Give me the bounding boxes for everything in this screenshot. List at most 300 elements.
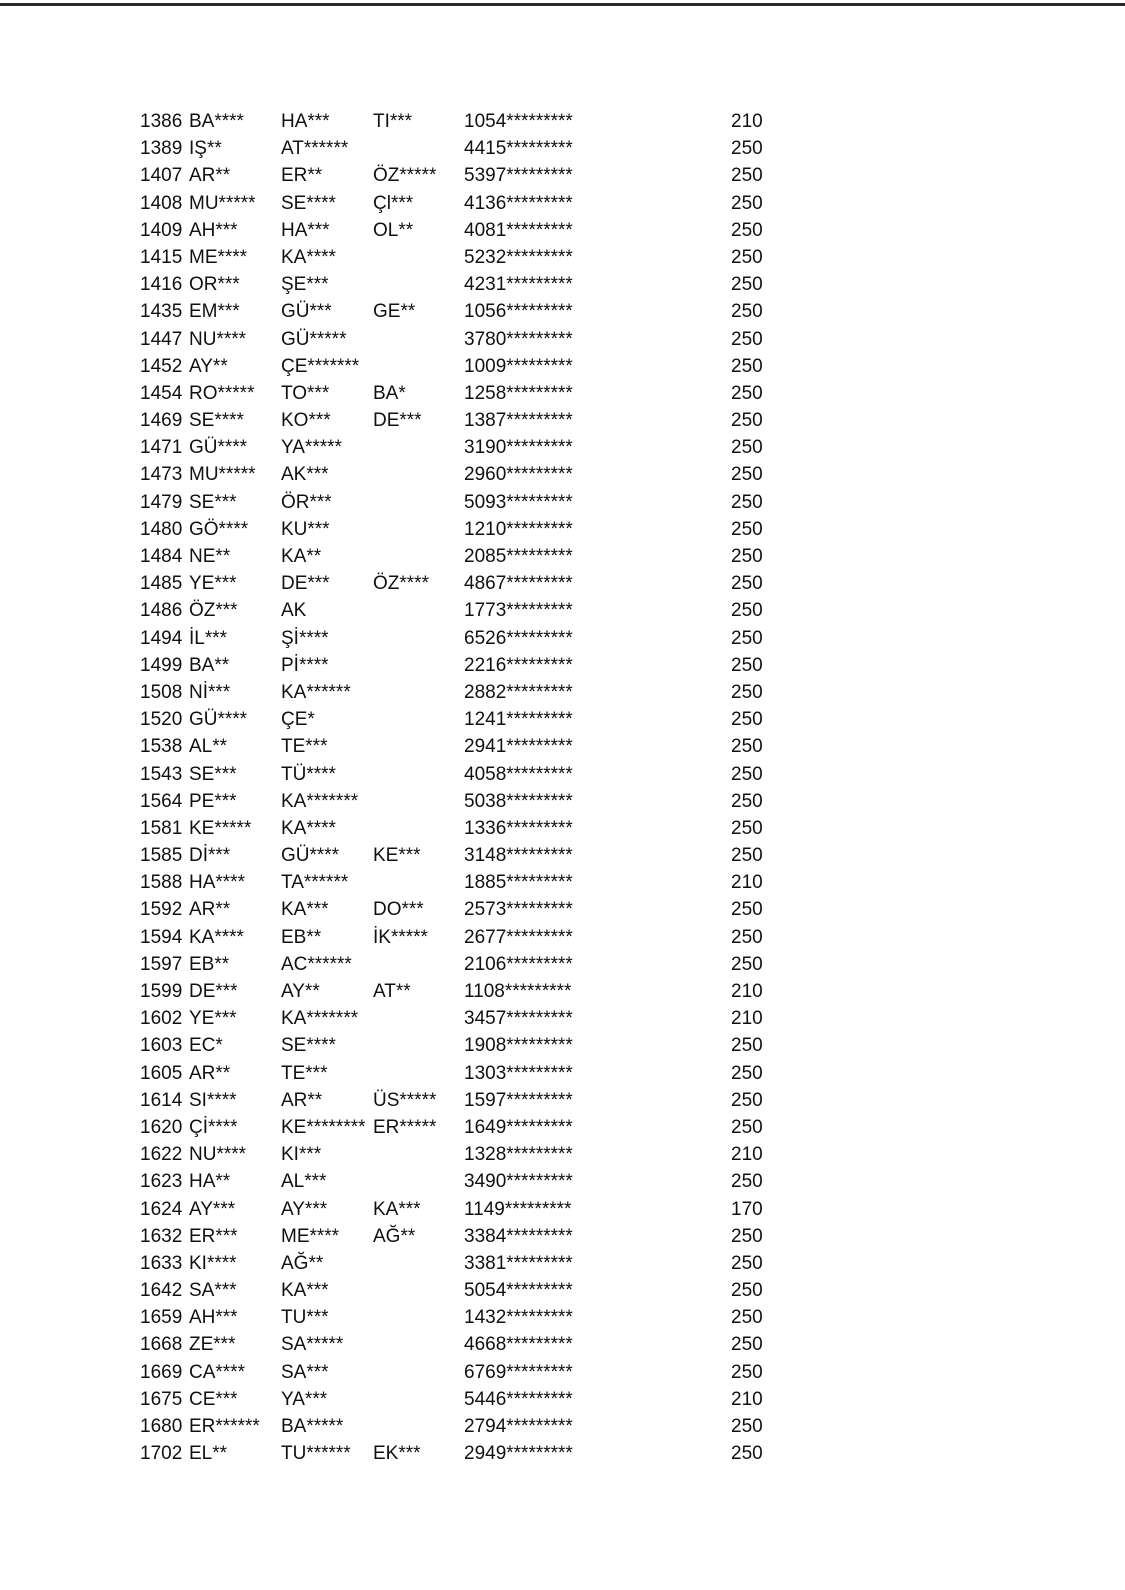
first-name-cell: CE*** (189, 1388, 238, 1410)
record-number-cell: 1416 (140, 274, 183, 296)
first-name-cell: Nİ*** (189, 681, 231, 703)
record-number-cell: 1407 (140, 165, 183, 187)
first-name-cell: EC* (189, 1035, 223, 1057)
amount-cell: 250 (731, 1443, 763, 1465)
table-row (0, 190, 1125, 217)
table-row (0, 679, 1125, 706)
table-row (0, 1250, 1125, 1277)
record-number-cell: 1469 (140, 410, 183, 432)
table-row (0, 1359, 1125, 1386)
third-name-cell: DO*** (373, 899, 424, 921)
masked-id-cell: 1336********* (464, 817, 573, 839)
amount-cell: 250 (731, 573, 763, 595)
second-name-cell: TE*** (281, 736, 328, 758)
second-name-cell: KA*** (281, 899, 329, 921)
second-name-cell: HA*** (281, 219, 330, 241)
table-row (0, 597, 1125, 624)
masked-id-cell: 6769********* (464, 1361, 573, 1383)
amount-cell: 250 (731, 355, 763, 377)
first-name-cell: SI**** (189, 1089, 237, 1111)
amount-cell: 250 (731, 1062, 763, 1084)
amount-cell: 250 (731, 1089, 763, 1111)
second-name-cell: SE**** (281, 1035, 336, 1057)
masked-id-cell: 1908********* (464, 1035, 573, 1057)
record-number-cell: 1454 (140, 382, 183, 404)
second-name-cell: AC****** (281, 953, 352, 975)
amount-cell: 250 (731, 301, 763, 323)
amount-cell: 250 (731, 790, 763, 812)
record-number-cell: 1386 (140, 111, 183, 132)
first-name-cell: OR*** (189, 274, 240, 296)
masked-id-cell: 2106********* (464, 953, 573, 975)
third-name-cell: ÖZ***** (373, 165, 437, 187)
third-name-cell: AT** (373, 981, 411, 1002)
amount-cell: 250 (731, 763, 763, 785)
table-row (0, 516, 1125, 543)
table-row (0, 1440, 1125, 1467)
table-row (0, 1087, 1125, 1114)
masked-id-cell: 2960********* (464, 464, 573, 486)
amount-cell: 250 (731, 219, 763, 241)
record-number-cell: 1486 (140, 600, 183, 622)
third-name-cell: DE*** (373, 410, 422, 432)
first-name-cell: Dİ*** (189, 845, 231, 867)
second-name-cell: AĞ** (281, 1252, 324, 1274)
first-name-cell: SE*** (189, 763, 237, 785)
record-number-cell: 1508 (140, 681, 183, 703)
first-name-cell: ZE*** (189, 1334, 236, 1356)
second-name-cell: ÇE******* (281, 355, 360, 377)
second-name-cell: AK*** (281, 464, 329, 486)
second-name-cell: AK (281, 600, 307, 622)
table-row (0, 1168, 1125, 1195)
table-row (0, 1114, 1125, 1141)
first-name-cell: SE**** (189, 410, 244, 432)
table-row (0, 407, 1125, 434)
table-row (0, 706, 1125, 733)
table-row (0, 978, 1125, 1005)
masked-id-cell: 4415********* (464, 138, 573, 160)
amount-cell: 210 (731, 1008, 763, 1030)
first-name-cell: KE***** (189, 817, 252, 839)
amount-cell: 250 (731, 165, 763, 187)
masked-id-cell: 2085********* (464, 546, 573, 567)
table-row (0, 353, 1125, 380)
table-row (0, 135, 1125, 162)
record-number-cell: 1597 (140, 953, 183, 975)
second-name-cell: SA*** (281, 1361, 329, 1383)
amount-cell: 250 (731, 1307, 763, 1329)
amount-cell: 250 (731, 899, 763, 921)
record-number-cell: 1605 (140, 1062, 183, 1084)
amount-cell: 250 (731, 192, 763, 214)
record-number-cell: 1680 (140, 1416, 183, 1437)
first-name-cell: CA**** (189, 1361, 245, 1383)
first-name-cell: AR** (189, 1062, 231, 1084)
second-name-cell: KA******* (281, 1008, 359, 1030)
masked-id-cell: 1649********* (464, 1116, 573, 1138)
third-name-cell: KA*** (373, 1198, 421, 1220)
amount-cell: 170 (731, 1198, 763, 1220)
record-number-cell: 1538 (140, 736, 183, 758)
masked-id-cell: 1108********* (464, 981, 572, 1002)
masked-id-cell: 1387********* (464, 410, 573, 432)
second-name-cell: KA*** (281, 1280, 329, 1302)
first-name-cell: ME**** (189, 246, 248, 268)
masked-id-cell: 3148********* (464, 845, 573, 867)
record-number-cell: 1594 (140, 926, 183, 948)
table-row (0, 108, 1125, 135)
first-name-cell: KI**** (189, 1252, 237, 1274)
record-number-cell: 1622 (140, 1144, 183, 1166)
second-name-cell: AY** (281, 981, 320, 1002)
record-number-cell: 1452 (140, 355, 183, 377)
first-name-cell: ER*** (189, 1225, 238, 1247)
table-row (0, 271, 1125, 298)
amount-cell: 250 (731, 600, 763, 622)
first-name-cell: ER****** (189, 1416, 260, 1437)
masked-id-cell: 1432********* (464, 1307, 573, 1329)
first-name-cell: HA**** (189, 872, 245, 894)
record-number-cell: 1588 (140, 872, 183, 894)
first-name-cell: AH*** (189, 219, 238, 241)
second-name-cell: TU****** (281, 1443, 351, 1465)
first-name-cell: DE*** (189, 981, 238, 1002)
second-name-cell: AT****** (281, 138, 349, 160)
masked-id-cell: 5054********* (464, 1280, 573, 1302)
second-name-cell: YA*** (281, 1388, 328, 1410)
third-name-cell: Çl*** (373, 192, 414, 214)
table-row (0, 761, 1125, 788)
masked-id-cell: 1210********* (464, 518, 573, 540)
amount-cell: 250 (731, 1225, 763, 1247)
record-number-cell: 1581 (140, 817, 183, 839)
first-name-cell: GÜ**** (189, 709, 248, 731)
first-name-cell: RO***** (189, 382, 255, 404)
top-border-line (0, 3, 1125, 6)
first-name-cell: İL*** (189, 627, 228, 649)
amount-cell: 250 (731, 464, 763, 486)
second-name-cell: SE**** (281, 192, 336, 214)
record-number-cell: 1409 (140, 219, 183, 241)
record-number-cell: 1659 (140, 1307, 183, 1329)
amount-cell: 250 (731, 1116, 763, 1138)
table-row (0, 788, 1125, 815)
second-name-cell: Şİ**** (281, 627, 329, 649)
first-name-cell: HA** (189, 1171, 231, 1193)
masked-id-cell: 2941********* (464, 736, 573, 758)
second-name-cell: KU*** (281, 518, 330, 540)
first-name-cell: GÜ**** (189, 437, 248, 459)
masked-id-cell: 4058********* (464, 763, 573, 785)
third-name-cell: ÖZ**** (373, 573, 429, 595)
first-name-cell: MU***** (189, 192, 256, 214)
record-number-cell: 1592 (140, 899, 183, 921)
table-row (0, 869, 1125, 896)
table-row (0, 543, 1125, 570)
results-table (0, 108, 1125, 1467)
record-number-cell: 1520 (140, 709, 183, 731)
second-name-cell: AL*** (281, 1171, 327, 1193)
first-name-cell: AH*** (189, 1307, 238, 1329)
amount-cell: 250 (731, 1361, 763, 1383)
record-number-cell: 1499 (140, 654, 183, 676)
record-number-cell: 1620 (140, 1116, 183, 1138)
record-number-cell: 1642 (140, 1280, 183, 1302)
table-row (0, 1005, 1125, 1032)
first-name-cell: NU**** (189, 328, 247, 350)
second-name-cell: GÜ***** (281, 328, 347, 350)
first-name-cell: PE*** (189, 790, 237, 812)
table-row (0, 1141, 1125, 1168)
table-row (0, 652, 1125, 679)
masked-id-cell: 5232********* (464, 246, 573, 268)
second-name-cell: GÜ**** (281, 845, 340, 867)
record-number-cell: 1632 (140, 1225, 183, 1247)
masked-id-cell: 2573********* (464, 899, 573, 921)
second-name-cell: KA****** (281, 681, 351, 703)
third-name-cell: EK*** (373, 1443, 421, 1465)
table-row (0, 1304, 1125, 1331)
second-name-cell: AR** (281, 1089, 323, 1111)
record-number-cell: 1479 (140, 491, 183, 513)
amount-cell: 250 (731, 138, 763, 160)
table-row (0, 896, 1125, 923)
third-name-cell: GE** (373, 301, 416, 323)
first-name-cell: EB** (189, 953, 230, 975)
amount-cell: 250 (731, 736, 763, 758)
first-name-cell: AR** (189, 899, 231, 921)
second-name-cell: HA*** (281, 111, 330, 132)
first-name-cell: EM*** (189, 301, 240, 323)
second-name-cell: BA***** (281, 1416, 344, 1437)
third-name-cell: AĞ** (373, 1225, 416, 1247)
second-name-cell: TÜ**** (281, 763, 336, 785)
table-row (0, 326, 1125, 353)
third-name-cell: TI*** (373, 111, 413, 132)
masked-id-cell: 1009********* (464, 355, 573, 377)
table-row (0, 1060, 1125, 1087)
first-name-cell: BA**** (189, 111, 244, 132)
table-row (0, 1032, 1125, 1059)
masked-id-cell: 5446********* (464, 1388, 573, 1410)
second-name-cell: TU*** (281, 1307, 329, 1329)
amount-cell: 250 (731, 1416, 763, 1437)
amount-cell: 250 (731, 817, 763, 839)
second-name-cell: TE*** (281, 1062, 328, 1084)
record-number-cell: 1480 (140, 518, 183, 540)
masked-id-cell: 1149********* (464, 1198, 572, 1220)
amount-cell: 210 (731, 1388, 763, 1410)
masked-id-cell: 1054********* (464, 111, 573, 132)
masked-id-cell: 1241********* (464, 709, 573, 731)
first-name-cell: YE*** (189, 573, 237, 595)
table-row (0, 625, 1125, 652)
record-number-cell: 1564 (140, 790, 183, 812)
first-name-cell: GÖ**** (189, 518, 249, 540)
masked-id-cell: 2216********* (464, 654, 573, 676)
second-name-cell: TA****** (281, 872, 349, 894)
first-name-cell: YE*** (189, 1008, 237, 1030)
table-row (0, 244, 1125, 271)
record-number-cell: 1389 (140, 138, 183, 160)
second-name-cell: YA***** (281, 437, 342, 459)
first-name-cell: AY*** (189, 1198, 236, 1220)
masked-id-cell: 2949********* (464, 1443, 573, 1465)
table-row (0, 924, 1125, 951)
second-name-cell: TO*** (281, 382, 330, 404)
amount-cell: 250 (731, 328, 763, 350)
first-name-cell: NU**** (189, 1144, 247, 1166)
second-name-cell: ER** (281, 165, 323, 187)
record-number-cell: 1585 (140, 845, 183, 867)
masked-id-cell: 1885********* (464, 872, 573, 894)
second-name-cell: EB** (281, 926, 322, 948)
record-number-cell: 1675 (140, 1388, 183, 1410)
amount-cell: 250 (731, 845, 763, 867)
table-row (0, 217, 1125, 244)
amount-cell: 250 (731, 437, 763, 459)
record-number-cell: 1668 (140, 1334, 183, 1356)
amount-cell: 250 (731, 382, 763, 404)
table-row (0, 461, 1125, 488)
amount-cell: 250 (731, 274, 763, 296)
table-row (0, 434, 1125, 461)
table-row (0, 733, 1125, 760)
second-name-cell: GÜ*** (281, 301, 332, 323)
table-row (0, 1331, 1125, 1358)
amount-cell: 250 (731, 246, 763, 268)
second-name-cell: ÖR*** (281, 491, 332, 513)
masked-id-cell: 2677********* (464, 926, 573, 948)
masked-id-cell: 1328********* (464, 1144, 573, 1166)
table-row (0, 1413, 1125, 1440)
record-number-cell: 1702 (140, 1443, 183, 1465)
table-row (0, 298, 1125, 325)
amount-cell: 250 (731, 491, 763, 513)
masked-id-cell: 4867********* (464, 573, 573, 595)
masked-id-cell: 1303********* (464, 1062, 573, 1084)
masked-id-cell: 5093********* (464, 491, 573, 513)
amount-cell: 250 (731, 681, 763, 703)
second-name-cell: KA**** (281, 246, 336, 268)
record-number-cell: 1473 (140, 464, 183, 486)
amount-cell: 250 (731, 1280, 763, 1302)
table-row (0, 815, 1125, 842)
second-name-cell: ÇE* (281, 709, 315, 731)
first-name-cell: SA*** (189, 1280, 237, 1302)
table-row (0, 1277, 1125, 1304)
record-number-cell: 1494 (140, 627, 183, 649)
masked-id-cell: 6526********* (464, 627, 573, 649)
amount-cell: 250 (731, 1035, 763, 1057)
table-row (0, 380, 1125, 407)
amount-cell: 250 (731, 518, 763, 540)
table-row (0, 1386, 1125, 1413)
amount-cell: 250 (731, 1334, 763, 1356)
amount-cell: 250 (731, 1252, 763, 1274)
record-number-cell: 1435 (140, 301, 183, 323)
table-row (0, 162, 1125, 189)
table-row (0, 570, 1125, 597)
amount-cell: 250 (731, 410, 763, 432)
masked-id-cell: 3457********* (464, 1008, 573, 1030)
third-name-cell: KE*** (373, 845, 421, 867)
first-name-cell: MU***** (189, 464, 256, 486)
second-name-cell: KA******* (281, 790, 359, 812)
first-name-cell: SE*** (189, 491, 237, 513)
amount-cell: 250 (731, 953, 763, 975)
masked-id-cell: 2794********* (464, 1416, 573, 1437)
first-name-cell: IŞ** (189, 138, 222, 160)
masked-id-cell: 4231********* (464, 274, 573, 296)
amount-cell: 210 (731, 1144, 763, 1166)
record-number-cell: 1603 (140, 1035, 183, 1057)
record-number-cell: 1614 (140, 1089, 183, 1111)
masked-id-cell: 5038********* (464, 790, 573, 812)
amount-cell: 250 (731, 709, 763, 731)
masked-id-cell: 1773********* (464, 600, 573, 622)
first-name-cell: AY** (189, 355, 228, 377)
third-name-cell: ÜS***** (373, 1089, 437, 1111)
amount-cell: 250 (731, 546, 763, 567)
second-name-cell: KI*** (281, 1144, 322, 1166)
first-name-cell: AR** (189, 165, 231, 187)
second-name-cell: ME**** (281, 1225, 340, 1247)
masked-id-cell: 1056********* (464, 301, 573, 323)
third-name-cell: ER***** (373, 1116, 437, 1138)
masked-id-cell: 3490********* (464, 1171, 573, 1193)
first-name-cell: EL** (189, 1443, 228, 1465)
masked-id-cell: 1597********* (464, 1089, 573, 1111)
table-row (0, 1196, 1125, 1223)
table-row (0, 1223, 1125, 1250)
record-number-cell: 1485 (140, 573, 183, 595)
first-name-cell: KA**** (189, 926, 244, 948)
record-number-cell: 1623 (140, 1171, 183, 1193)
table-row (0, 951, 1125, 978)
masked-id-cell: 4081********* (464, 219, 573, 241)
record-number-cell: 1669 (140, 1361, 183, 1383)
second-name-cell: AY*** (281, 1198, 328, 1220)
amount-cell: 210 (731, 872, 763, 894)
record-number-cell: 1484 (140, 546, 183, 567)
record-number-cell: 1447 (140, 328, 183, 350)
second-name-cell: Pİ**** (281, 654, 329, 676)
record-number-cell: 1602 (140, 1008, 183, 1030)
amount-cell: 250 (731, 926, 763, 948)
third-name-cell: İK***** (373, 926, 428, 948)
first-name-cell: BA** (189, 654, 230, 676)
table-row (0, 842, 1125, 869)
masked-id-cell: 1258********* (464, 382, 573, 404)
first-name-cell: AL** (189, 736, 228, 758)
record-number-cell: 1599 (140, 981, 183, 1002)
first-name-cell: NE** (189, 546, 231, 567)
record-number-cell: 1624 (140, 1198, 183, 1220)
masked-id-cell: 5397********* (464, 165, 573, 187)
third-name-cell: BA* (373, 382, 406, 404)
first-name-cell: ÖZ*** (189, 600, 238, 622)
masked-id-cell: 4668********* (464, 1334, 573, 1356)
masked-id-cell: 3384********* (464, 1225, 573, 1247)
second-name-cell: KO*** (281, 410, 331, 432)
amount-cell: 250 (731, 654, 763, 676)
amount-cell: 210 (731, 111, 763, 132)
second-name-cell: KA**** (281, 817, 336, 839)
second-name-cell: KA** (281, 546, 322, 567)
masked-id-cell: 3780********* (464, 328, 573, 350)
